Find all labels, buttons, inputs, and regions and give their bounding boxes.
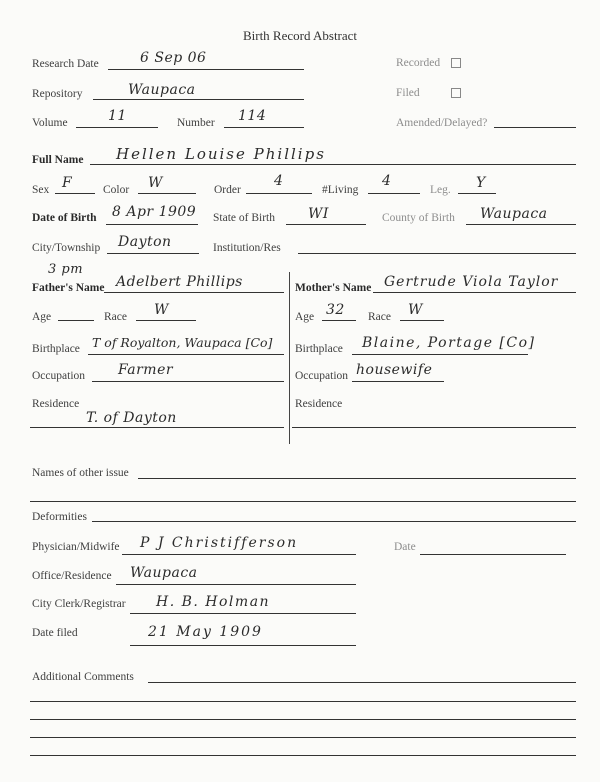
number-line: [224, 127, 304, 128]
office-label: Office/Residence: [32, 570, 112, 582]
mother-race-line: [400, 320, 444, 321]
city-township-label: City/Township: [32, 242, 101, 254]
father-birthplace-line: [88, 354, 284, 355]
mother-age-value[interactable]: 32: [326, 302, 345, 318]
mother-residence-label: Residence: [295, 398, 343, 410]
office-line: [116, 584, 356, 585]
amended-line: [494, 127, 576, 128]
fathers-name-line: [104, 292, 284, 293]
father-residence-label: Residence: [32, 398, 80, 410]
date-filed-label: Date filed: [32, 627, 78, 639]
father-race-line: [136, 320, 196, 321]
father-age-label: Age: [32, 311, 52, 323]
full-name-line: [90, 164, 576, 165]
time-note: 3 pm: [48, 262, 84, 277]
page-title: Birth Record Abstract: [242, 28, 358, 43]
volume-line: [76, 127, 158, 128]
mothers-name-line: [373, 292, 576, 293]
county-of-birth-label: County of Birth: [382, 212, 455, 224]
father-occupation-line: [92, 381, 284, 382]
deformities-line: [92, 521, 576, 522]
mother-birthplace-value[interactable]: Blaine, Portage [Co]: [362, 335, 536, 351]
research-date-line: [108, 69, 304, 70]
mother-occupation-value[interactable]: housewife: [356, 362, 433, 378]
physician-line: [122, 554, 356, 555]
physician-label: Physician/Midwife: [32, 541, 120, 553]
mother-residence-line: [292, 427, 576, 428]
clerk-value[interactable]: H. B. Holman: [156, 594, 271, 610]
clerk-label: City Clerk/Registrar: [32, 598, 126, 610]
mother-age-label: Age: [295, 311, 315, 323]
date-filed-value[interactable]: 21 May 1909: [148, 624, 263, 640]
order-value[interactable]: 4: [274, 173, 284, 189]
state-of-birth-label: State of Birth: [213, 212, 275, 224]
date-filed-line: [130, 645, 356, 646]
father-age-line: [58, 320, 94, 321]
state-of-birth-line: [286, 224, 366, 225]
mother-birthplace-line: [352, 354, 528, 355]
leg-line: [458, 193, 496, 194]
mother-age-line: [322, 320, 356, 321]
city-township-line: [107, 253, 199, 254]
repository-value[interactable]: Waupaca: [128, 82, 196, 98]
date-line: [420, 554, 566, 555]
office-value[interactable]: Waupaca: [130, 565, 198, 581]
date-of-birth-line: [106, 224, 198, 225]
other-issue-line: [138, 478, 576, 479]
mothers-name-value[interactable]: Gertrude Viola Taylor: [384, 274, 559, 290]
full-name-value[interactable]: Hellen Louise Phillips: [116, 145, 326, 163]
living-line: [368, 193, 420, 194]
color-label: Color: [103, 184, 130, 196]
order-line: [246, 193, 312, 194]
recorded-checkbox[interactable]: [451, 58, 461, 68]
color-line: [138, 193, 196, 194]
living-label: #Living: [322, 184, 359, 196]
father-residence-line: [30, 427, 284, 428]
city-township-value[interactable]: Dayton: [118, 234, 172, 250]
filed-label: Filed: [396, 87, 420, 99]
sex-line: [55, 193, 95, 194]
recorded-label: Recorded: [396, 57, 441, 69]
number-label: Number: [177, 117, 215, 129]
amended-label: Amended/Delayed?: [396, 117, 488, 129]
research-date-value[interactable]: 6 Sep 06: [140, 50, 207, 66]
father-occupation-value[interactable]: Farmer: [118, 362, 174, 378]
order-label: Order: [214, 184, 241, 196]
mother-birthplace-label: Birthplace: [295, 343, 343, 355]
fathers-name-value[interactable]: Adelbert Phillips: [116, 274, 243, 290]
father-birthplace-label: Birthplace: [32, 343, 80, 355]
comments-line-2: [30, 701, 576, 702]
filed-checkbox[interactable]: [451, 88, 461, 98]
father-occupation-label: Occupation: [32, 370, 86, 382]
volume-value[interactable]: 11: [108, 108, 127, 124]
institution-label: Institution/Res: [213, 242, 281, 254]
sex-label: Sex: [32, 184, 50, 196]
county-of-birth-value[interactable]: Waupaca: [480, 206, 548, 222]
father-residence-value[interactable]: T. of Dayton: [86, 410, 177, 426]
fathers-name-label: Father's Name: [32, 282, 105, 294]
mothers-name-label: Mother's Name: [295, 282, 372, 294]
deformities-label: Deformities: [32, 511, 87, 523]
leg-label: Leg.: [430, 184, 451, 196]
comments-label: Additional Comments: [32, 671, 134, 683]
research-date-label: Research Date: [32, 58, 99, 70]
clerk-line: [130, 613, 356, 614]
date-of-birth-label: Date of Birth: [32, 212, 97, 224]
comments-line-1: [148, 682, 576, 683]
sex-value[interactable]: F: [62, 175, 73, 191]
father-birthplace-value[interactable]: T of Royalton, Waupaca [Co]: [92, 335, 273, 350]
date-label: Date: [394, 541, 416, 553]
full-name-label: Full Name: [32, 154, 84, 166]
mother-occupation-label: Occupation: [295, 370, 349, 382]
date-of-birth-value[interactable]: 8 Apr 1909: [112, 204, 197, 220]
father-race-value[interactable]: W: [154, 302, 169, 318]
county-of-birth-line: [466, 224, 576, 225]
mother-race-value[interactable]: W: [408, 302, 423, 318]
number-value[interactable]: 114: [238, 108, 267, 124]
comments-line-4: [30, 737, 576, 738]
comments-line-5: [30, 755, 576, 756]
comments-line-3: [30, 719, 576, 720]
mother-occupation-line: [352, 381, 444, 382]
column-divider: [289, 272, 290, 444]
leg-value[interactable]: Y: [476, 175, 486, 191]
physician-value[interactable]: P J Christifferson: [140, 535, 299, 551]
mother-race-label: Race: [368, 311, 391, 323]
repository-label: Repository: [32, 88, 83, 100]
institution-line: [298, 253, 576, 254]
father-race-label: Race: [104, 311, 127, 323]
repository-line: [93, 99, 304, 100]
color-value[interactable]: W: [148, 175, 163, 191]
living-value[interactable]: 4: [382, 173, 392, 189]
other-issue-line-2: [30, 501, 576, 502]
volume-label: Volume: [32, 117, 68, 129]
other-issue-label: Names of other issue: [32, 467, 129, 479]
state-of-birth-value[interactable]: WI: [308, 206, 329, 222]
